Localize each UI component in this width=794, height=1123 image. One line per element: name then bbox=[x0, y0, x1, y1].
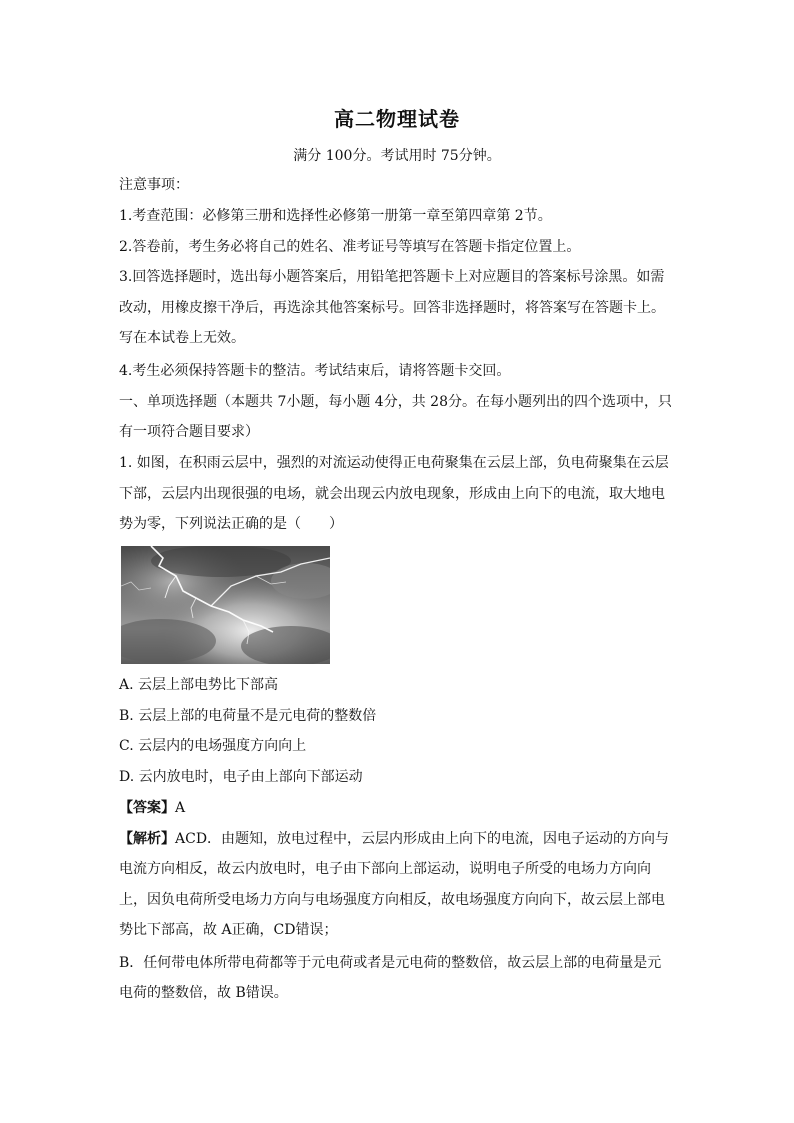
section-heading-cont: 有一项符合题目要求） bbox=[119, 424, 259, 440]
note-item: 4.考生必须保持答题卡的整洁。考试结束后，请将答题卡交回。 bbox=[119, 363, 511, 379]
analysis-line: 上，因负电荷所受电场力方向与电场强度方向相反，故电场强度方向向下，故云层上部电 bbox=[119, 892, 665, 908]
answer bbox=[119, 798, 679, 818]
note-item: 2.答卷前，考生务必将自己的姓名、准考证号等填写在答题卡指定位置上。 bbox=[119, 239, 581, 255]
question-stem: 下部，云层内出现很强的电场，就会出现云内放电现象，形成由上向下的电流，取大地电 bbox=[119, 486, 665, 502]
option-c: C. 云层内的电场强度方向向上 bbox=[119, 738, 307, 754]
note-item: 3.回答选择题时，选出每小题答案后，用铅笔把答题卡上对应题目的答案标号涂黑。如需 bbox=[119, 269, 665, 285]
analysis-line: 电流方向相反，故云内放电时，电子由下部向上部运动，说明电子所受的电场力方向向 bbox=[119, 861, 651, 877]
answer-value: A bbox=[175, 800, 186, 816]
question-stem: 势为零，下列说法正确的是（ ） bbox=[119, 516, 343, 532]
note-item: 写在本试卷上无效。 bbox=[119, 330, 245, 346]
option-a: A. 云层上部电势比下部高 bbox=[119, 677, 279, 693]
notes-heading: 注意事项： bbox=[119, 177, 189, 193]
analysis-line: 电荷的整数倍，故 B错误。 bbox=[119, 985, 288, 1001]
analysis-line: B．任何带电体所带电荷都等于元电荷或者是元电荷的整数倍，故云层上部的电荷量是元 bbox=[119, 955, 662, 971]
note-item: 改动，用橡皮擦干净后，再选涂其他答案标号。回答非选择题时，将答案写在答题卡上。 bbox=[119, 300, 665, 316]
option-d: D. 云内放电时，电子由上部向下部运动 bbox=[119, 769, 363, 785]
option-b: B. 云层上部的电荷量不是元电荷的整数倍 bbox=[119, 708, 377, 724]
note-item: 1.考查范围：必修第三册和选择性必修第一册第一章至第四章第 2节。 bbox=[119, 208, 552, 224]
answer-label: 【答案】 bbox=[119, 800, 175, 816]
question-stem: 1. 如图，在积雨云层中，强烈的对流运动使得正电荷聚集在云层上部，负电荷聚集在云层 bbox=[119, 455, 669, 471]
exam-duration: 满分 100分。考试用时 75分钟。 bbox=[293, 148, 501, 164]
lightning-cloud-image bbox=[121, 546, 330, 664]
section-heading: 一、单项选择题（本题共 7小题，每小题 4分，共 28分。在每小题列出的四个选项中，只 bbox=[119, 394, 672, 410]
analysis-label: 【解析】 bbox=[119, 831, 175, 847]
analysis-text: ACD．由题知，放电过程中，云层内形成由上向下的电流，因电子运动的方向与 bbox=[175, 831, 670, 847]
analysis-line: 势比下部高，故 A正确，CD错误； bbox=[119, 922, 338, 938]
analysis bbox=[119, 829, 679, 849]
page-title: 高二物理试卷 bbox=[334, 107, 460, 131]
